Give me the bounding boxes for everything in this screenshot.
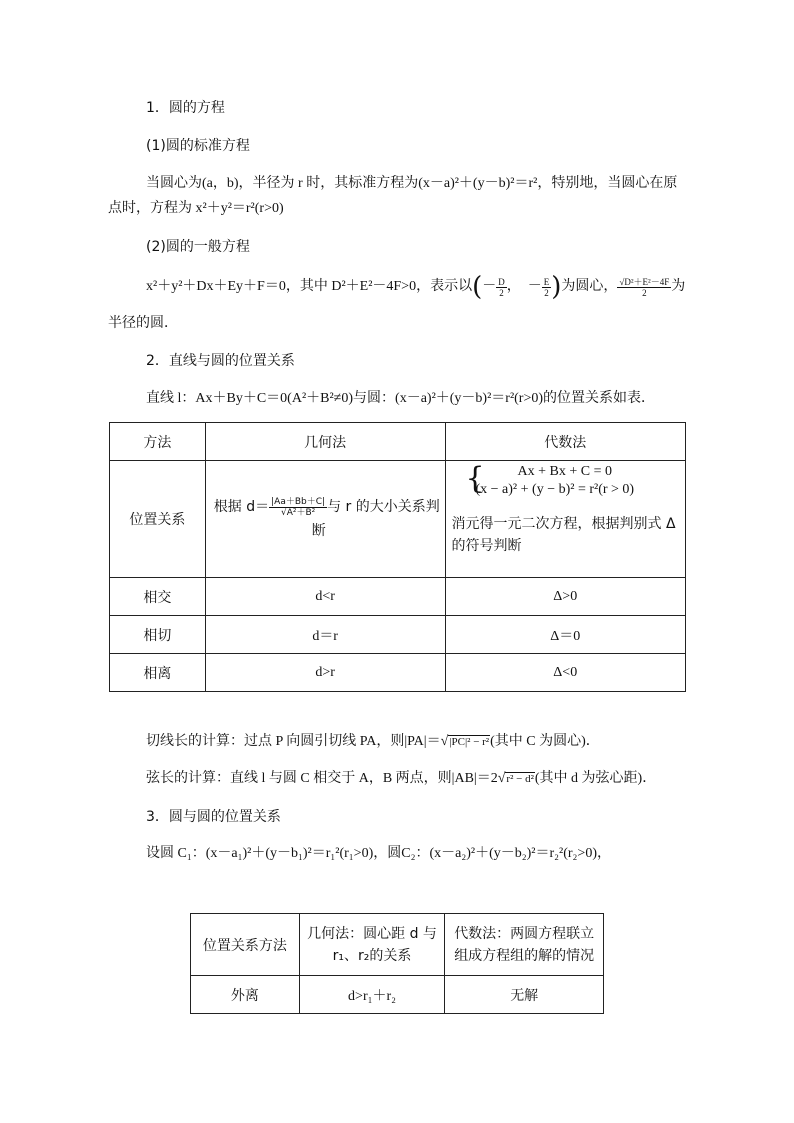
row-tangent-alg: Δ＝0 bbox=[445, 616, 686, 654]
center-text: 为圆心， bbox=[561, 279, 618, 295]
geometric-method-cell bbox=[205, 461, 445, 578]
tangent-radical: |PC|² − r² bbox=[449, 736, 490, 748]
general-equation-end: 为 bbox=[671, 279, 686, 295]
geo-text-pre: 根据 d＝ bbox=[213, 499, 270, 515]
row-tangent-label: 相切 bbox=[110, 616, 206, 654]
paragraph-standard-line1: 当圆心为(a，b)，半径为 r 时，其标准方程为(x－a)²＋(y－b)²＝r²，特别地，当圆心在原 bbox=[146, 176, 678, 191]
header-algebraic-cc: 代数法：两圆方程联立 组成方程组的解的情况 bbox=[445, 914, 604, 976]
algebraic-method-cell bbox=[445, 461, 686, 578]
fraction-d-over-2: $\frac{D}{2}$ bbox=[498, 276, 505, 298]
row-external-geo: d>r₁＋r₂ bbox=[299, 976, 445, 1014]
row-separate-geo: d>r bbox=[205, 654, 445, 692]
distance-formula-fraction: $\frac{|Aa+Bb+C|}{\text{√A²＋B²}}$ bbox=[271, 496, 326, 518]
section-2-heading: 2．直线与圆的位置关系 bbox=[146, 353, 295, 369]
row-external-label: 外离 bbox=[191, 976, 300, 1014]
chord-length-line: 弦长的计算：直线 l 与圆 C 相交于 A，B 两点，则|AB|＝2√r² − d²(其中 d 为弦心距)． bbox=[146, 771, 657, 786]
section-3-heading: 3．圆与圆的位置关系 bbox=[146, 809, 281, 825]
subheading-general-equation: (2)圆的一般方程 bbox=[146, 239, 250, 255]
header-geometric: 几何法 bbox=[205, 423, 445, 461]
equation-system bbox=[466, 463, 686, 501]
system-brace: { bbox=[465, 461, 485, 496]
row-tangent-geo: d＝r bbox=[205, 616, 445, 654]
header-method: 方法 bbox=[110, 423, 206, 461]
radius-fraction: $\frac{\text{√D²＋E²－4F}}{2}$ bbox=[619, 276, 670, 298]
chord-radical: r² − d² bbox=[506, 773, 534, 785]
system-eq1: Ax + Bx + C = 0 bbox=[517, 464, 612, 479]
paragraph-general-line1: x²＋y²＋Dx＋Ey＋F＝0，其中 D²＋E²－4F>0，表示以(－ $\frac{D}{2}$ ， － $\frac{E}{2}$ )为圆心， $\frac{\text{√D²＋E²－4F}}{2}$ 为 bbox=[146, 272, 686, 302]
row-separate-label: 相离 bbox=[110, 654, 206, 692]
section-2-intro: 直线 l：Ax＋By＋C＝0(A²＋B²≠0)与圆：(x－a)²＋(y－b)²＝r²(r>0)的位置关系如表． bbox=[146, 391, 656, 406]
header-algebraic: 代数法 bbox=[445, 423, 686, 461]
alg-text-line2: 的符号判断 bbox=[451, 538, 522, 554]
alg-text-line1: 消元得一元二次方程，根据判别式 Δ bbox=[451, 516, 676, 532]
right-paren: ) bbox=[551, 272, 562, 302]
line-circle-table bbox=[109, 422, 686, 692]
row-intersect-geo: d<r bbox=[205, 578, 445, 616]
row-separate-alg: Δ<0 bbox=[445, 654, 686, 692]
fraction-e-over-2: $\frac{E}{2}$ bbox=[543, 276, 550, 298]
section-1-heading: 1．圆的方程 bbox=[146, 100, 225, 116]
paragraph-general-line2: 半径的圆． bbox=[108, 315, 178, 331]
subheading-standard-equation: (1)圆的标准方程 bbox=[146, 138, 250, 154]
geo-text-line2: 断 bbox=[311, 523, 326, 539]
general-equation-text: x²＋y²＋Dx＋Ey＋F＝0，其中 D²＋E²－4F>0，表示以 bbox=[146, 279, 473, 295]
left-paren: ( bbox=[472, 272, 483, 302]
header-geometric-cc: 几何法：圆心距 d 与 r₁、r₂的关系 bbox=[299, 914, 445, 976]
tangent-length-line: 切线长的计算：过点 P 向圆引切线 PA，则|PA|＝√|PC|² − r²(其中 C 为圆心)． bbox=[146, 734, 600, 749]
geo-text-post: 与 r 的大小关系判 bbox=[327, 499, 440, 515]
row-position-label: 位置关系 bbox=[110, 461, 206, 578]
system-eq2: (x − a)² + (y − b)² = r²(r > 0) bbox=[475, 482, 635, 497]
header-position-method: 位置关系方法 bbox=[191, 914, 300, 976]
row-intersect-alg: Δ>0 bbox=[445, 578, 686, 616]
row-intersect-label: 相交 bbox=[110, 578, 206, 616]
row-external-alg: 无解 bbox=[445, 976, 604, 1014]
paragraph-standard-line2: 点时，方程为 x²＋y²＝r²(r>0) bbox=[108, 201, 284, 216]
circle-circle-table bbox=[190, 913, 604, 1014]
section-3-intro: 设圆 C₁：(x－a₁)²＋(y－b₁)²＝r₁²(r₁>0)，圆C₂：(x－a₂)²＋(y－b₂)²＝r₂²(r₂>0)， bbox=[146, 846, 611, 861]
